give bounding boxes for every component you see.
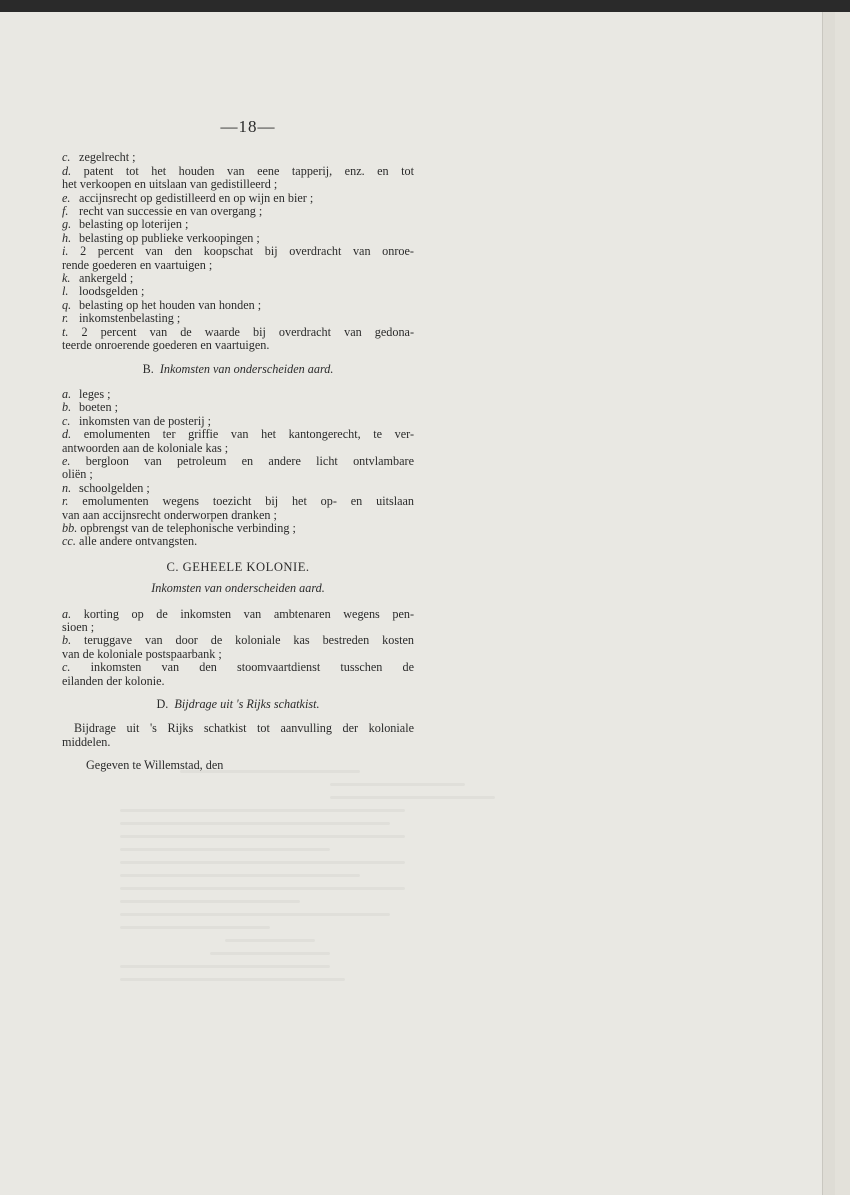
- list-item: g. belasting op loterijen ;: [62, 217, 189, 232]
- section-a-list: [62, 151, 414, 352]
- list-item: b. boeten ;: [62, 400, 118, 415]
- closing-line: Gegeven te Willemstad, den: [86, 758, 224, 773]
- list-item: h. belasting op publieke verkoopingen ;: [62, 230, 260, 245]
- list-item: e. bergloon van petroleum en andere licht ontvlambare: [62, 453, 414, 468]
- page-number: —18—: [220, 117, 276, 136]
- list-item: r. inkomstenbelasting ;: [62, 311, 181, 326]
- list-item: i. 2 percent van den koopschat bij overdracht van onroe-: [62, 244, 414, 259]
- list-item-continuation: sioen ;: [62, 620, 95, 634]
- list-item: l. loodsgelden ;: [62, 284, 145, 299]
- section-c-heading: C. GEHEELE KOLONIE.: [166, 559, 310, 574]
- list-item: e. accijnsrecht op gedistilleerd en op wijn en bier ;: [62, 190, 314, 205]
- list-item: c. inkomsten van de posterij ;: [62, 413, 212, 428]
- list-item: t. 2 percent van de waarde bij overdracht van gedona-: [62, 324, 415, 339]
- section-c-subheading: Inkomsten van onderscheiden aard.: [151, 581, 325, 596]
- list-item-continuation: antwoorden aan de koloniale kas ;: [62, 440, 229, 455]
- document-text: [62, 117, 415, 773]
- section-c-list: [62, 608, 414, 688]
- page-edge-inner: [835, 12, 850, 1195]
- list-item: f. recht van successie en van overgang ;: [62, 204, 263, 219]
- list-item: a. leges ;: [62, 386, 111, 401]
- list-item: d. patent tot het houden van eene tapperij, enz. en tot: [62, 163, 414, 178]
- section-d-paragraph-continuation: middelen.: [62, 734, 111, 749]
- section-b-list: [62, 388, 414, 549]
- list-item: r. emolumenten wegens toezicht bij het op- en uitslaan: [62, 494, 415, 509]
- list-item: k. ankergeld ;: [62, 271, 134, 286]
- list-item: bb. opbrengst van de telephonische verbinding ;: [62, 520, 296, 535]
- list-item: q. belasting op het houden van honden ;: [62, 297, 262, 312]
- section-d-heading: D. Bijdrage uit 's Rijks schatkist.: [156, 697, 320, 712]
- section-b-heading: B. Inkomsten van onderscheiden aard.: [142, 361, 334, 376]
- list-item: n. schoolgelden ;: [62, 480, 150, 495]
- bleed-through-text: [120, 760, 420, 1060]
- list-item: c. inkomsten van den stoomvaartdienst tusschen de: [62, 660, 414, 675]
- list-item-continuation: teerde onroerende goederen en vaartuigen.: [62, 338, 270, 353]
- list-item-continuation: rende goederen en vaartuigen ;: [62, 257, 213, 272]
- list-item-continuation: van aan accijnsrecht onderworpen dranken ;: [62, 507, 277, 522]
- list-item-continuation: het verkoopen en uitslaan van gedistilleerd ;: [62, 177, 278, 192]
- list-item: d. emolumenten ter griffie van het kantongerecht, te ver-: [62, 427, 415, 442]
- list-item: a. korting op de inkomsten van ambtenaren wegens pen-: [62, 606, 415, 621]
- section-d-paragraph: Bijdrage uit 's Rijks schatkist tot aanvulling der koloniale: [74, 721, 414, 736]
- list-item-continuation: oliën ;: [62, 467, 93, 482]
- list-item: b. teruggave van door de koloniale kas bestreden kosten: [62, 633, 414, 648]
- list-item: cc. alle andere ontvangsten.: [62, 534, 198, 549]
- list-item-continuation: van de koloniale postspaarbank ;: [62, 646, 222, 661]
- list-item: c. zegelrecht ;: [62, 150, 136, 165]
- list-item-continuation: eilanden der kolonie.: [62, 673, 165, 688]
